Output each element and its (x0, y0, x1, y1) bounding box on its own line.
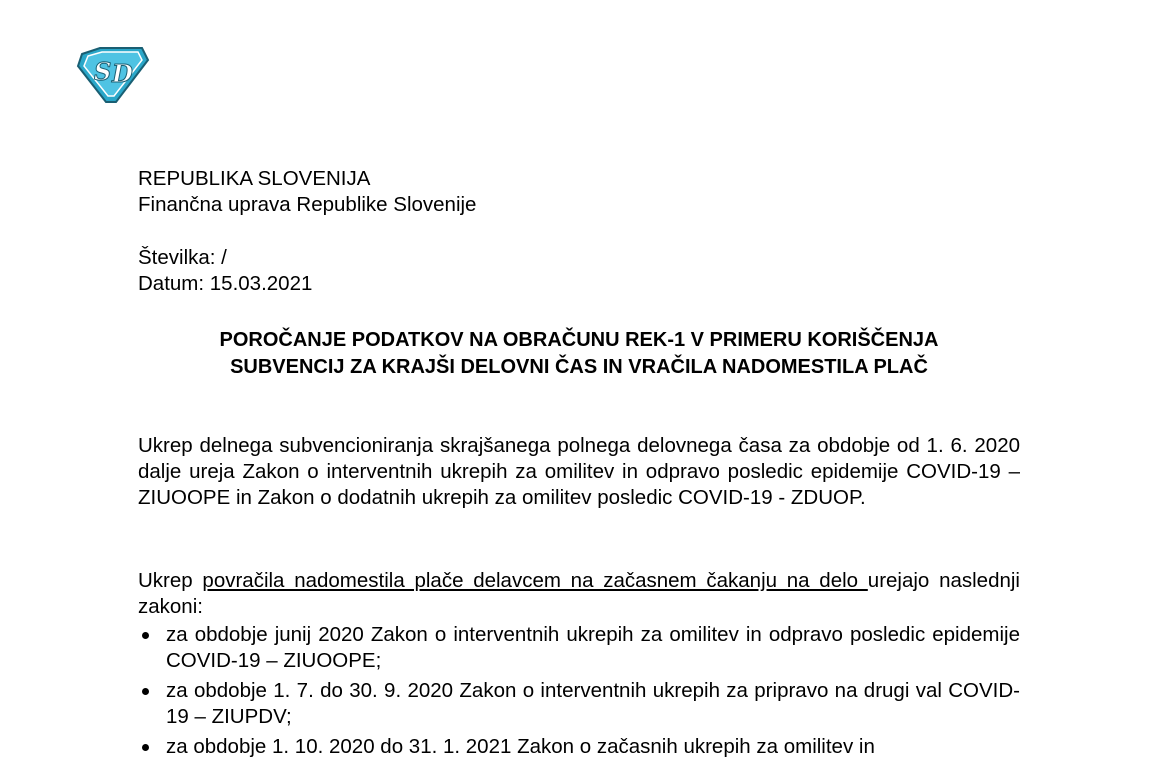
title-line-1: POROČANJE PODATKOV NA OBRAČUNU REK-1 V PRIMERU KORIŠČENJA (219, 329, 939, 351)
paragraph-subsidy: Ukrep delnega subvencioniranja skrajšanega polnega delovnega časa za obdobje od 1. 6. 2020 dalje ureja Zakon o interventnih ukrepih za omilitev in odpravo posledic epidemije COVID-19 – ZIUOOPE in Zakon o dodatnih ukrepih za omilitev posledic COVID-19 - ZDUOP. (138, 434, 1020, 509)
list-item: za obdobje junij 2020 Zakon o interventnih ukrepih za omilitev in odpravo posledic epidemije COVID-19 – ZIUOOPE; (138, 622, 1020, 674)
issuer-block (138, 166, 476, 218)
document-meta (138, 245, 312, 297)
underlined-phrase: povračila nadomestila plače delavcem na začasnem čakanju na delo (202, 569, 868, 592)
paragraph-tail-text: urejajo naslednji zakoni: (138, 569, 1020, 618)
bullet-icon (142, 632, 149, 639)
title-line-2: SUBVENCIJ ZA KRAJŠI DELOVNI ČAS IN VRAČILA NADOMESTILA PLAČ (230, 356, 928, 378)
sd-shield-logo (76, 46, 150, 104)
bullet-icon (142, 688, 149, 695)
issuer-country: REPUBLIKA SLOVENIJA (138, 167, 371, 190)
issuer-agency: Finančna uprava Republike Slovenije (138, 193, 477, 216)
document-title (138, 327, 1020, 381)
paragraph-intro-text: Ukrep (138, 569, 203, 592)
document-number: Številka: / (138, 246, 227, 269)
document-date: Datum: 15.03.2021 (138, 272, 313, 295)
list-item: za obdobje 1. 10. 2020 do 31. 1. 2021 Zakon o začasnih ukrepih za omilitev in (138, 734, 1020, 760)
svg-text:S: S (94, 57, 112, 86)
paragraph-compensation (138, 568, 1020, 620)
list-item: za obdobje 1. 7. do 30. 9. 2020 Zakon o interventnih ukrepih za pripravo na drugi val COVID-19 – ZIUPDV; (138, 678, 1020, 730)
bullet-icon (142, 744, 149, 751)
svg-text:D: D (112, 59, 133, 88)
